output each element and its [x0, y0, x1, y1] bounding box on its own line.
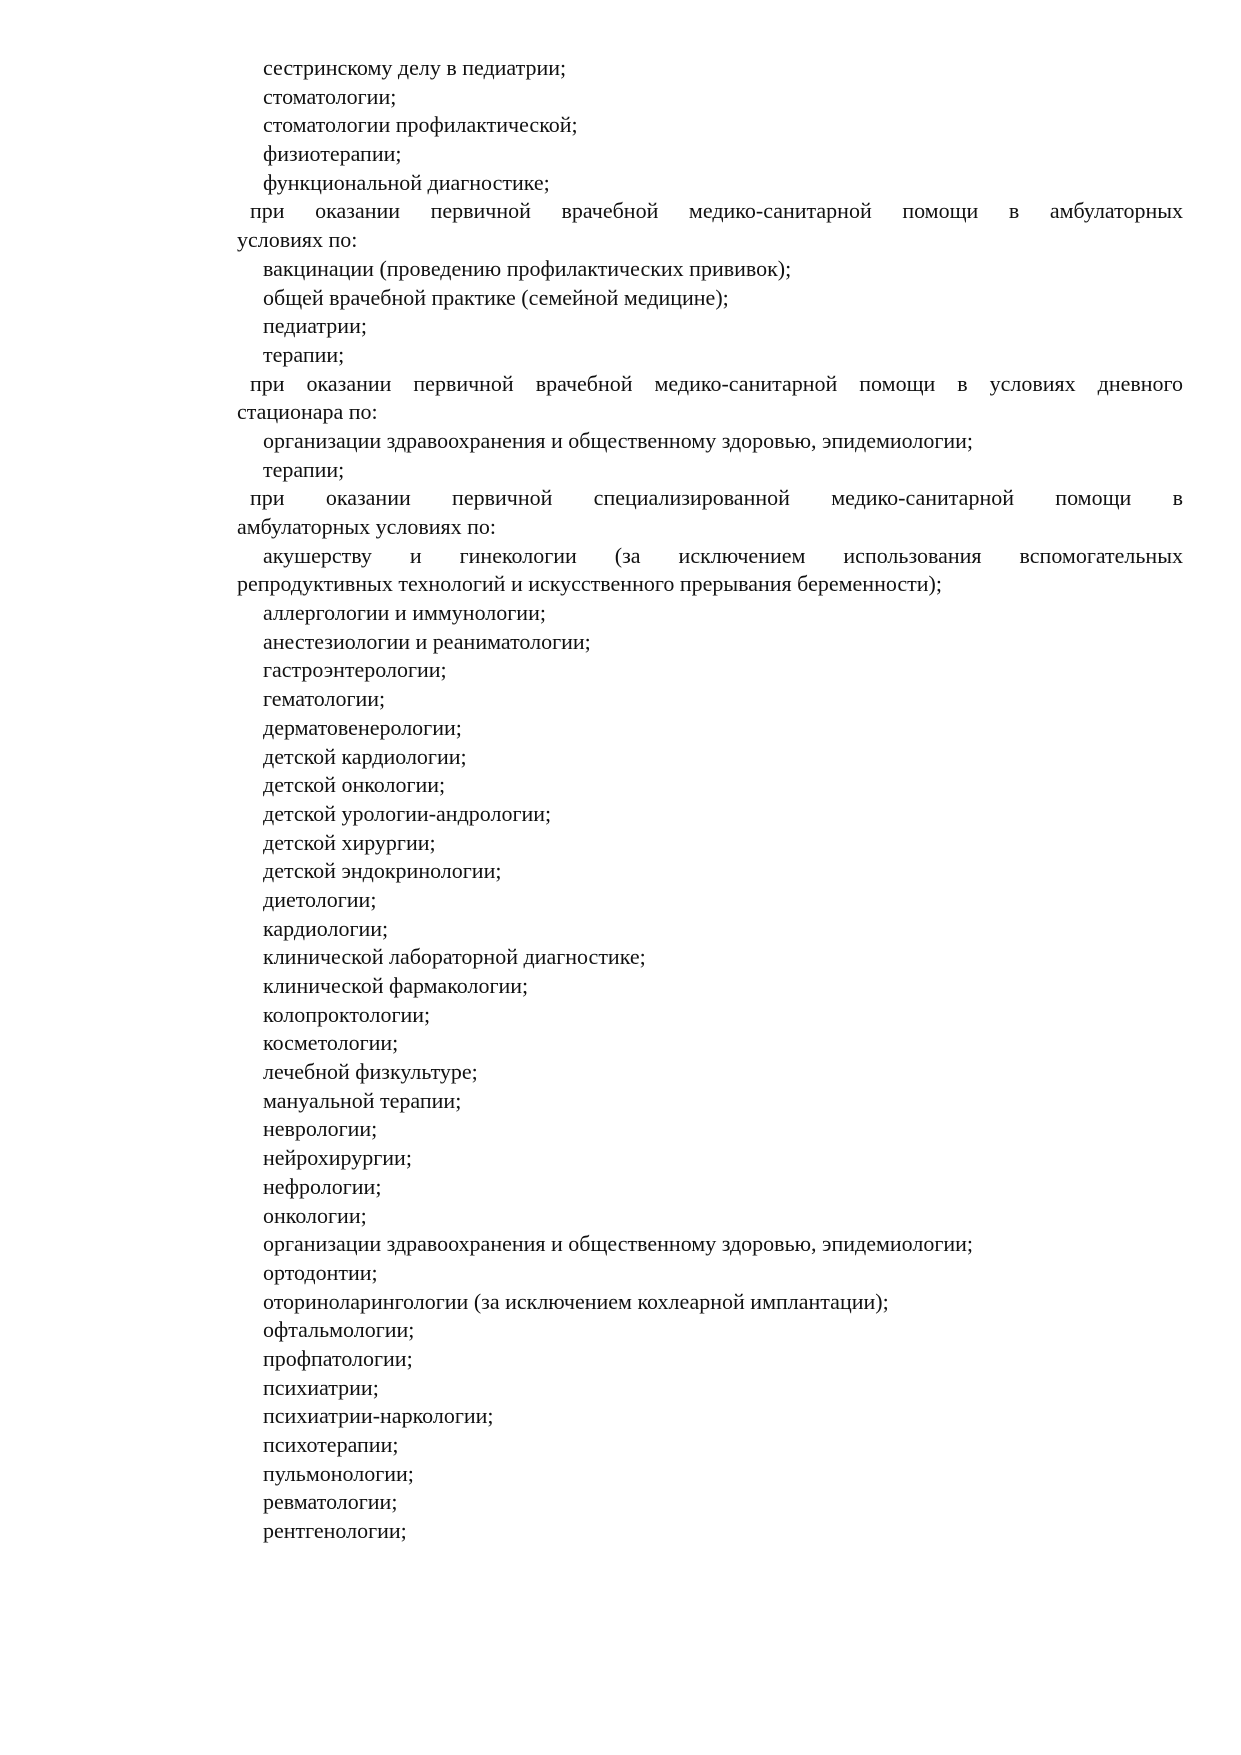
document-body — [237, 54, 1183, 1546]
list-item: общей врачебной практике (семейной медицине); — [263, 284, 729, 310]
list-item: детской урологии-андрологии; — [263, 800, 552, 826]
list-item: детской эндокринологии; — [263, 858, 502, 884]
list-item: детской кардиологии; — [263, 743, 467, 769]
list-item: акушерству и гинекологии (за исключением использования вспомогательных — [263, 542, 1183, 568]
list-item: сестринскому делу в педиатрии; — [263, 55, 567, 80]
list-item: лечебной физкультуре; — [263, 1059, 478, 1085]
list-item: функциональной диагностике; — [263, 169, 550, 195]
list-item: гастроэнтерологии; — [263, 657, 447, 683]
list-item: профпатологии; — [263, 1345, 413, 1371]
list-item: стоматологии; — [263, 83, 397, 109]
section-heading-continuation: стационара по: — [237, 399, 378, 425]
section-heading-continuation: амбулаторных условиях по: — [237, 514, 497, 539]
list-item: оториноларингологии (за исключением кохлеарной имплантации); — [263, 1288, 889, 1314]
list-item: кардиологии; — [263, 915, 389, 941]
section-heading: при оказании первичной врачебной медико-санитарной помощи в амбулаторных — [250, 198, 1183, 224]
list-item: психотерапии; — [263, 1432, 399, 1457]
list-item: педиатрии; — [263, 313, 367, 339]
list-item: пульмонологии; — [263, 1460, 414, 1486]
list-item: нефрологии; — [263, 1173, 382, 1199]
list-item: ортодонтии; — [263, 1259, 378, 1285]
list-item: рентгенологии; — [263, 1518, 407, 1544]
list-item: терапии; — [263, 456, 345, 482]
list-item: онкологии; — [263, 1202, 367, 1228]
list-item: организации здравоохранения и общественному здоровью, эпидемиологии; — [263, 427, 974, 453]
list-item: терапии; — [263, 341, 345, 367]
list-item: детской хирургии; — [263, 829, 436, 855]
list-item: дерматовенерологии; — [263, 714, 462, 740]
list-item: офтальмологии; — [263, 1317, 415, 1343]
list-item: анестезиологии и реаниматологии; — [263, 628, 591, 654]
list-item: психиатрии; — [263, 1374, 379, 1400]
list-item-continuation: репродуктивных технологий и искусственного прерывания беременности); — [237, 571, 942, 597]
list-item: физиотерапии; — [263, 141, 402, 167]
list-item: клинической фармакологии; — [263, 973, 529, 998]
list-item: психиатрии-наркологии; — [263, 1403, 494, 1429]
list-item: аллергологии и иммунологии; — [263, 600, 546, 626]
list-item: вакцинации (проведению профилактических прививок); — [263, 255, 792, 281]
list-item: гематологии; — [263, 686, 386, 712]
list-item: нейрохирургии; — [263, 1145, 412, 1171]
list-item: колопроктологии; — [263, 1001, 431, 1027]
section-heading: при оказании первичной врачебной медико-санитарной помощи в условиях дневного — [250, 370, 1183, 396]
list-item: детской онкологии; — [263, 772, 446, 798]
list-item: ревматологии; — [263, 1489, 398, 1515]
list-item: диетологии; — [263, 886, 377, 912]
list-item: стоматологии профилактической; — [263, 112, 578, 138]
section-heading-continuation: условиях по: — [237, 227, 358, 253]
list-item: организации здравоохранения и общественному здоровью, эпидемиологии; — [263, 1231, 974, 1257]
section-heading: при оказании первичной специализированной медико-санитарной помощи в — [250, 485, 1183, 511]
list-item: неврологии; — [263, 1116, 378, 1142]
list-item: клинической лабораторной диагностике; — [263, 944, 646, 970]
list-item: мануальной терапии; — [263, 1087, 462, 1113]
list-item: косметологии; — [263, 1030, 399, 1056]
